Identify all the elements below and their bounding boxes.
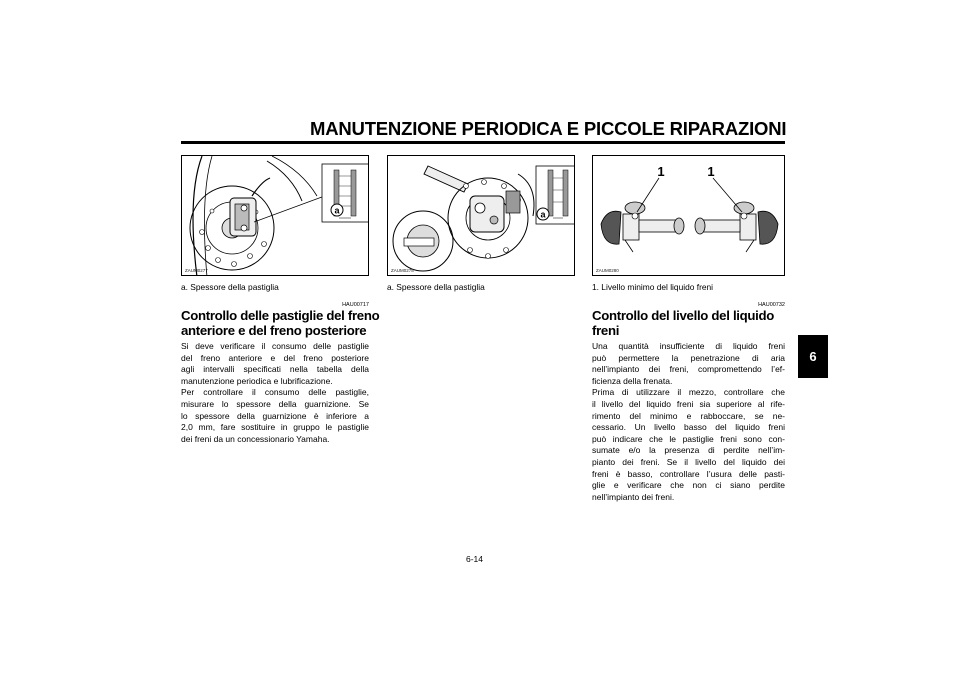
figure-brake-fluid <box>592 155 785 276</box>
figure-rear-brake <box>387 155 575 276</box>
paragraph-line: rimento del minimo e rabboccare, se ne- <box>592 410 785 421</box>
paragraph-line: può indicare che le pastiglie freni sono con- <box>592 433 785 444</box>
paragraph-line: agli intervalli specificati nella tabella della <box>181 364 369 375</box>
paragraph-line: nell’impianto dei freni. <box>592 491 675 502</box>
thickness-label-a <box>182 156 369 276</box>
figure-code: ZAUM0277 <box>185 268 208 273</box>
figure-label-a: a <box>540 209 546 220</box>
figure-front-brake <box>181 155 369 276</box>
page-title: MANUTENZIONE PERIODICA E PICCOLE RIPARAZIONI <box>310 118 787 139</box>
paragraph-line: Prima di utilizzare il mezzo, controllare che <box>592 387 785 398</box>
figure-code: ZAUM0280 <box>596 268 619 273</box>
paragraph-line: può permettere la penetrazione di aria <box>592 352 785 363</box>
level-labels <box>593 156 785 276</box>
paragraph-line: Si deve verificare il consumo delle pastiglie <box>181 341 369 351</box>
paragraph-line: manutenzione periodica e lubrificazione. <box>181 375 333 386</box>
section-title-line: freni <box>592 323 620 338</box>
chapter-tab: 6 <box>798 335 828 378</box>
paragraph-line: freni è basso, controllare l’usura delle pasti- <box>592 468 785 479</box>
paragraph-line: 2,0 mm, fare sostituire in gruppo le pastiglie <box>181 422 369 433</box>
figure-label-1-left: 1 <box>657 164 665 179</box>
paragraph-line: misurare lo spessore della guarnizione. Se <box>181 399 369 409</box>
header-rule <box>181 141 785 144</box>
figure-caption: 1. Livello minimo del liquido freni <box>592 282 714 292</box>
paragraph-line: lo spessore della guarnizione è inferiore a <box>181 410 369 421</box>
paragraph-line: dei freni da un concessionario Yamaha. <box>181 433 330 444</box>
page-number: 6-14 <box>466 554 484 564</box>
section-title-line: Controllo delle pastiglie del freno <box>181 308 380 323</box>
paragraph-line: Una quantità insufficiente di liquido freni <box>592 341 785 351</box>
figure-label-a: a <box>334 205 340 216</box>
paragraph-line: il livello del liquido freni sia superiore al rife- <box>592 399 785 409</box>
paragraph-line: nell’impianto dei freni, compromettendo l’ef- <box>592 364 785 375</box>
figure-caption: a. Spessore della pastiglia <box>387 282 485 292</box>
section-ref-code: HAU00717 <box>342 302 369 308</box>
figure-code: ZAUM0278 <box>391 268 414 273</box>
section-title-line: Controllo del livello del liquido <box>592 308 775 323</box>
section-title-line: anteriore e del freno posteriore <box>181 323 367 338</box>
thickness-label-a <box>388 156 575 276</box>
paragraph-line: cessario. Un livello basso del liquido freni <box>592 422 785 433</box>
paragraph-line: del freno anteriore e del freno posteriore <box>181 352 369 363</box>
paragraph-line: glie e verificare che non ci siano perdite <box>592 480 785 491</box>
section-ref-code: HAU00732 <box>758 302 785 308</box>
paragraph-line: pianto dei freni. Se il livello del liquido dei <box>592 457 785 467</box>
figure-caption: a. Spessore della pastiglia <box>181 282 279 292</box>
figure-label-1-right: 1 <box>707 164 715 179</box>
paragraph-line: sumate e/o la presenza di perdite nell’im- <box>592 445 785 456</box>
paragraph-line: ficienza della frenata. <box>592 375 673 386</box>
paragraph-line: Per controllare il consumo delle pastiglie, <box>181 387 369 398</box>
